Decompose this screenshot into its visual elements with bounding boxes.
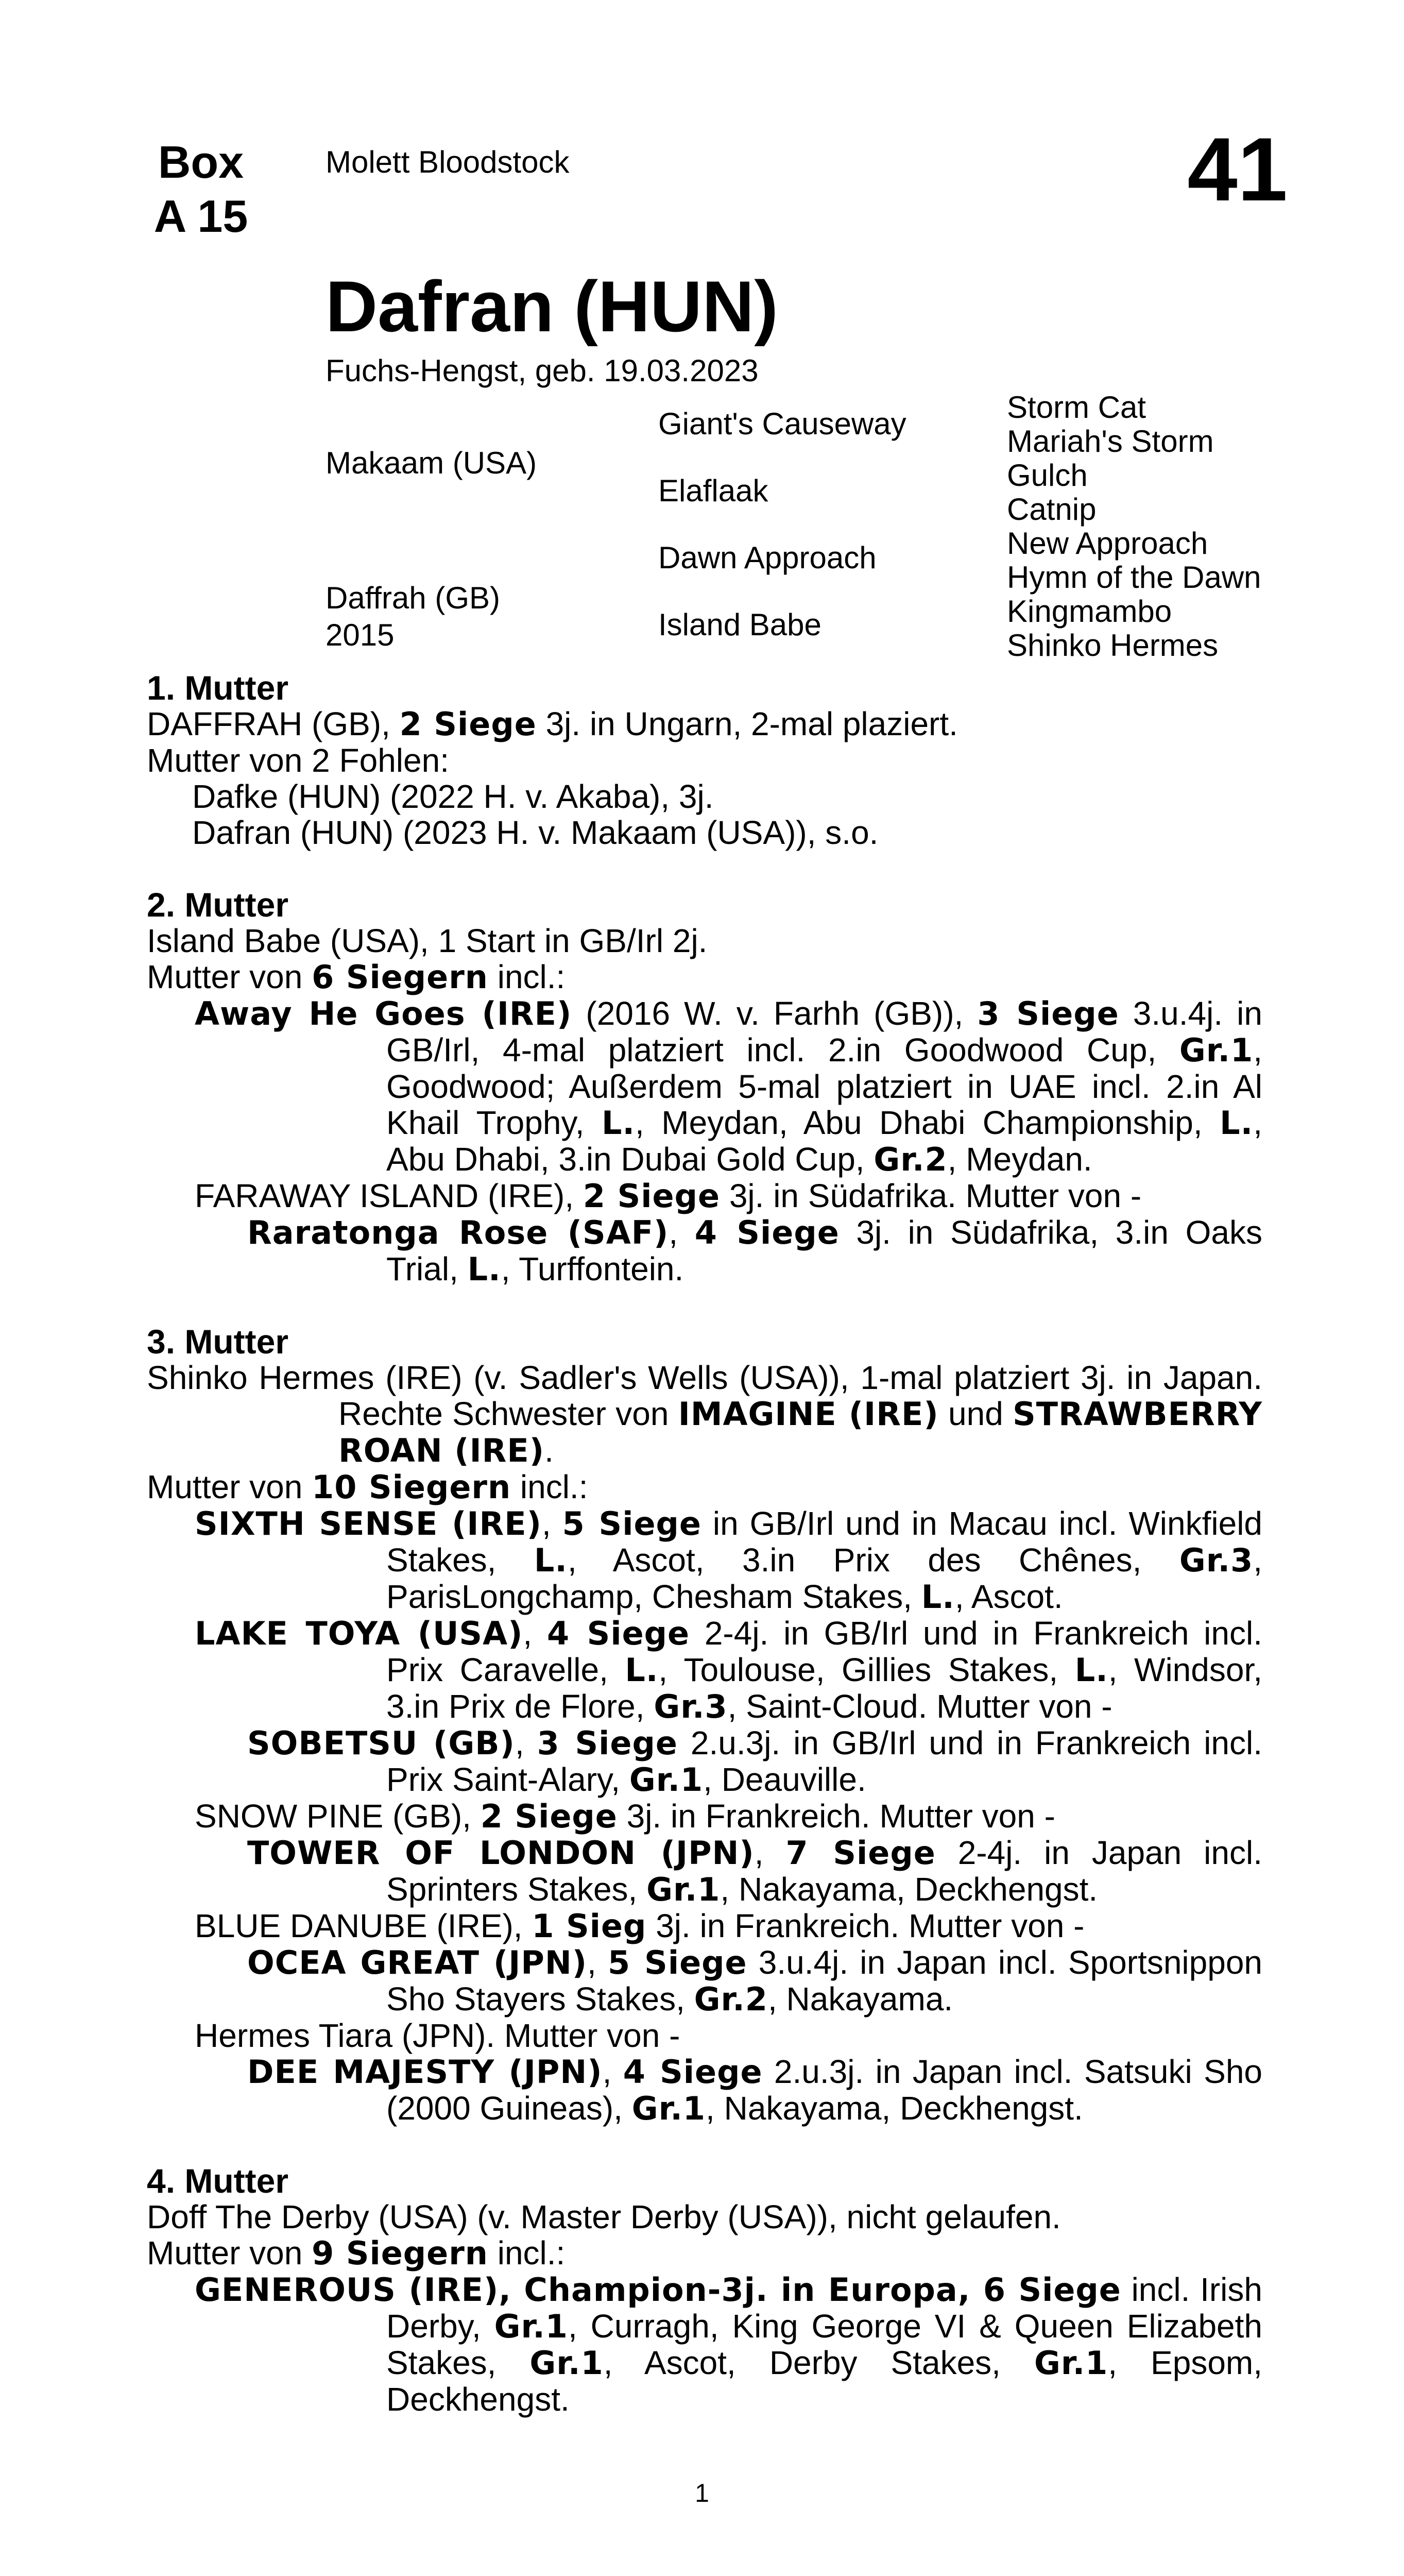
text: 3.u.4j. in Japan incl. Sportsnippon Sho Stayers Stakes, — [386, 1944, 1263, 2018]
dam-3-winners — [147, 1469, 1262, 1505]
text: incl.: — [488, 2234, 566, 2272]
grand-progeny-entry — [147, 1835, 1262, 1908]
grade-label: L. — [467, 1250, 501, 1288]
pedigree-g3: New Approach — [1007, 526, 1208, 561]
progeny-entry — [147, 1178, 1262, 1214]
horse-highlight: IMAGINE (IRE) — [678, 1395, 939, 1433]
horse-highlight: Raratonga Rose (SAF) — [247, 1214, 669, 1251]
grand-progeny-entry — [147, 1725, 1262, 1798]
bold-text: 2 Siege — [399, 705, 537, 743]
pedigree-dam-year: 2015 — [326, 618, 395, 652]
text: , Ascot, 3.in Prix des Chênes, — [567, 1541, 1179, 1579]
text: , Meydan, Abu Dhabi Championship, — [635, 1104, 1220, 1141]
dam-4-winners — [147, 2235, 1262, 2272]
progeny-entry — [147, 1505, 1262, 1615]
dam-4-record: Doff The Derby (USA) (v. Master Derby (USA)), nicht gelaufen. — [147, 2198, 1061, 2235]
progeny-entry — [147, 1615, 1262, 1725]
text: , — [754, 1834, 786, 1871]
horse-description: Fuchs-Hengst, geb. 19.03.2023 — [326, 353, 759, 388]
bold-text: 1 Sieg — [532, 1907, 647, 1945]
text: , Abu Dhabi, 3.in Dubai Gold Cup, — [386, 1104, 1263, 1178]
text: 3j. in Südafrika. Mutter von - — [720, 1177, 1142, 1214]
page-number: 1 — [695, 2479, 709, 2507]
text: , Goodwood; Außerdem 5-mal platziert in UAE incl. 2.in Al Khail Trophy, — [386, 1031, 1262, 1141]
grade-label: Gr.1 — [529, 2344, 604, 2382]
text: , Turffontein. — [501, 1250, 684, 1287]
pedigree-sire-sire: Giant's Causeway — [658, 406, 906, 441]
text: incl.: — [511, 1468, 588, 1505]
grand-progeny-entry — [147, 1214, 1262, 1287]
grade-label: Gr.1 — [629, 1761, 704, 1799]
text: Mutter von — [147, 958, 312, 995]
text: (2016 W. v. Farhh (GB)), — [572, 995, 978, 1032]
horse-highlight: STRAWBERRY ROAN (IRE) — [338, 1395, 1262, 1469]
grade-label: L. — [1220, 1104, 1254, 1142]
grade-label: L. — [534, 1541, 568, 1579]
horse-highlight: LAKE TOYA (USA) — [195, 1615, 523, 1652]
text: , — [669, 1214, 695, 1251]
pedigree-g3: Shinko Hermes — [1007, 628, 1219, 663]
bold-text: 5 Siege — [562, 1505, 701, 1543]
dam-2-winners — [147, 959, 1262, 995]
progeny-entry: Hermes Tiara (JPN). Mutter von - — [195, 2017, 680, 2054]
text: , — [523, 1615, 547, 1652]
grade-label: L. — [601, 1104, 636, 1142]
pedigree-g3: Gulch — [1007, 458, 1088, 493]
text: Mutter von — [147, 1468, 312, 1505]
text: , Nakayama. — [767, 1980, 953, 2018]
horse-name: Dafran (HUN) — [326, 266, 778, 347]
bold-text: 7 Siege — [785, 1834, 936, 1872]
grade-label: L. — [625, 1651, 659, 1689]
text: , — [541, 1505, 562, 1542]
pedigree-sire-dam: Elaflaak — [658, 473, 768, 508]
horse-highlight: TOWER OF LONDON (JPN) — [247, 1834, 755, 1872]
grade-label: Gr.1 — [646, 1871, 721, 1908]
text: 2.u.3j. in GB/Irl und in Frankreich incl. Prix Saint-Alary, — [386, 1724, 1263, 1798]
section-title-dam-2: 2. Mutter — [147, 886, 289, 924]
section-title-dam-4: 4. Mutter — [147, 2162, 289, 2200]
text: DAFFRAH (GB), — [147, 705, 400, 742]
text: , Windsor, 3.in Prix de Flore, — [386, 1651, 1262, 1725]
bold-text: 5 Siege — [608, 1944, 747, 1981]
text: 3j. in Frankreich. Mutter von - — [646, 1907, 1085, 1944]
text: 3j. in Frankreich. Mutter von - — [617, 1798, 1055, 1835]
grade-label: Gr.2 — [874, 1141, 948, 1178]
text: 2.u.3j. in Japan incl. Satsuki Sho (2000 Guineas), — [386, 2053, 1262, 2127]
grade-label: Gr.3 — [1179, 1541, 1254, 1579]
grade-label: Gr.1 — [631, 2090, 706, 2127]
bold-text: 3 Siege — [977, 995, 1119, 1032]
grand-progeny-entry — [147, 1944, 1262, 2018]
foal-entry: Dafke (HUN) (2022 H. v. Akaba), 3j. — [192, 778, 714, 815]
grade-label: Gr.1 — [494, 2308, 568, 2345]
text: , — [587, 1944, 608, 1981]
box-number: A 15 — [153, 191, 248, 242]
text: Mutter von — [147, 2234, 312, 2272]
text: , Ascot, Derby Stakes, — [603, 2344, 1034, 2381]
text: . — [544, 1432, 554, 1469]
grade-label: Gr.1 — [1179, 1031, 1254, 1069]
text: , Curragh, King George VI & Queen Elizabeth Stakes, — [386, 2308, 1263, 2381]
text: FARAWAY ISLAND (IRE), — [195, 1177, 583, 1214]
text: , Meydan. — [947, 1141, 1092, 1178]
pedigree-g3: Mariah's Storm — [1007, 424, 1214, 459]
bold-text: 9 Siegern — [312, 2234, 488, 2272]
pedigree-dam: Daffrah (GB) — [326, 581, 500, 615]
pedigree-g3: Kingmambo — [1007, 594, 1172, 629]
horse-highlight: OCEA GREAT (JPN) — [247, 1944, 588, 1981]
text: 2-4j. in GB/Irl und in Frankreich incl. Prix Caravelle, — [386, 1615, 1262, 1688]
text: incl.: — [488, 958, 566, 995]
text: 3j. in Ungarn, 2-mal plaziert. — [536, 705, 958, 742]
text: , Nakayama, Deckhengst. — [706, 2090, 1083, 2127]
text: , Epsom, Deckhengst. — [386, 2344, 1262, 2418]
progeny-entry — [147, 1798, 1262, 1835]
pedigree-g3: Storm Cat — [1007, 390, 1146, 425]
bold-text: 6 Siegern — [312, 958, 488, 996]
grade-label: Gr.1 — [1034, 2344, 1108, 2382]
horse-highlight: GENEROUS (IRE), Champion-3j. in Europa, 6 Siege — [195, 2271, 1121, 2309]
bold-text: 10 Siegern — [312, 1468, 511, 1506]
bold-text: 3 Siege — [537, 1724, 678, 1762]
consignor-name: Molett Bloodstock — [326, 145, 570, 179]
grade-label: Gr.3 — [654, 1688, 728, 1725]
text: , — [515, 1724, 537, 1761]
dam-2-record: Island Babe (USA), 1 Start in GB/Irl 2j. — [147, 922, 708, 959]
family-details — [147, 670, 1262, 2417]
horse-highlight: SOBETSU (GB) — [247, 1724, 515, 1762]
progeny-entry — [147, 2272, 1262, 2417]
horse-highlight: SIXTH SENSE (IRE) — [195, 1505, 542, 1543]
foal-entry: Dafran (HUN) (2023 H. v. Makaam (USA)), s.o. — [192, 814, 879, 851]
pedigree-g3: Hymn of the Dawn — [1007, 560, 1261, 595]
text: , Nakayama, Deckhengst. — [720, 1871, 1098, 1908]
text: Shinko Hermes (IRE) (v. Sadler's Wells (USA)), 1-mal platziert 3j. in Japan. Rechte Schwester von — [147, 1359, 1262, 1432]
pedigree-dam-sire: Dawn Approach — [658, 540, 877, 575]
pedigree-g3: Catnip — [1007, 492, 1097, 527]
bold-text: 2 Siege — [480, 1798, 618, 1835]
progeny-entry — [147, 1908, 1262, 1944]
bold-text: 2 Siege — [583, 1177, 721, 1215]
dam-3-record — [147, 1360, 1262, 1469]
dam-1-record — [147, 706, 1262, 742]
lot-number: 41 — [1187, 120, 1288, 220]
text: , — [602, 2053, 623, 2090]
text: und — [938, 1395, 1013, 1432]
text: incl. Irish Derby, — [386, 2271, 1262, 2345]
horse-highlight: Away He Goes (IRE) — [195, 995, 572, 1032]
dam-1-foals-label: Mutter von 2 Fohlen: — [147, 742, 449, 779]
grade-label: L. — [1074, 1651, 1108, 1689]
text: BLUE DANUBE (IRE), — [195, 1907, 532, 1944]
text: , Toulouse, Gillies Stakes, — [658, 1651, 1075, 1688]
section-title-dam-3: 3. Mutter — [147, 1323, 289, 1361]
text: , ParisLongchamp, Chesham Stakes, — [386, 1541, 1263, 1615]
grand-progeny-entry — [147, 2054, 1262, 2127]
text: 3j. in Südafrika, 3.in Oaks Trial, — [386, 1214, 1262, 1287]
text: SNOW PINE (GB), — [195, 1798, 481, 1835]
section-title-dam-1: 1. Mutter — [147, 669, 289, 707]
box-label: Box — [158, 137, 244, 188]
text: , Saint-Cloud. Mutter von - — [727, 1688, 1112, 1725]
text: 3.u.4j. in GB/Irl, 4-mal platziert incl. 2.in Goodwood Cup, — [386, 995, 1262, 1069]
pedigree-sire: Makaam (USA) — [326, 446, 537, 480]
text: , Deauville. — [703, 1761, 866, 1798]
horse-highlight: DEE MAJESTY (JPN) — [247, 2053, 603, 2091]
bold-text: 4 Siege — [623, 2053, 763, 2091]
text: , Ascot. — [954, 1578, 1063, 1615]
bold-text: 4 Siege — [546, 1615, 690, 1652]
grade-label: Gr.2 — [694, 1980, 768, 2018]
bold-text: 4 Siege — [694, 1214, 840, 1251]
pedigree-dam-dam: Island Babe — [658, 607, 821, 642]
progeny-entry — [147, 995, 1262, 1178]
text: 2-4j. in Japan incl. Sprinters Stakes, — [386, 1834, 1262, 1908]
text: in GB/Irl und in Macau incl. Winkfield Stakes, — [386, 1505, 1263, 1579]
grade-label: L. — [921, 1578, 955, 1616]
